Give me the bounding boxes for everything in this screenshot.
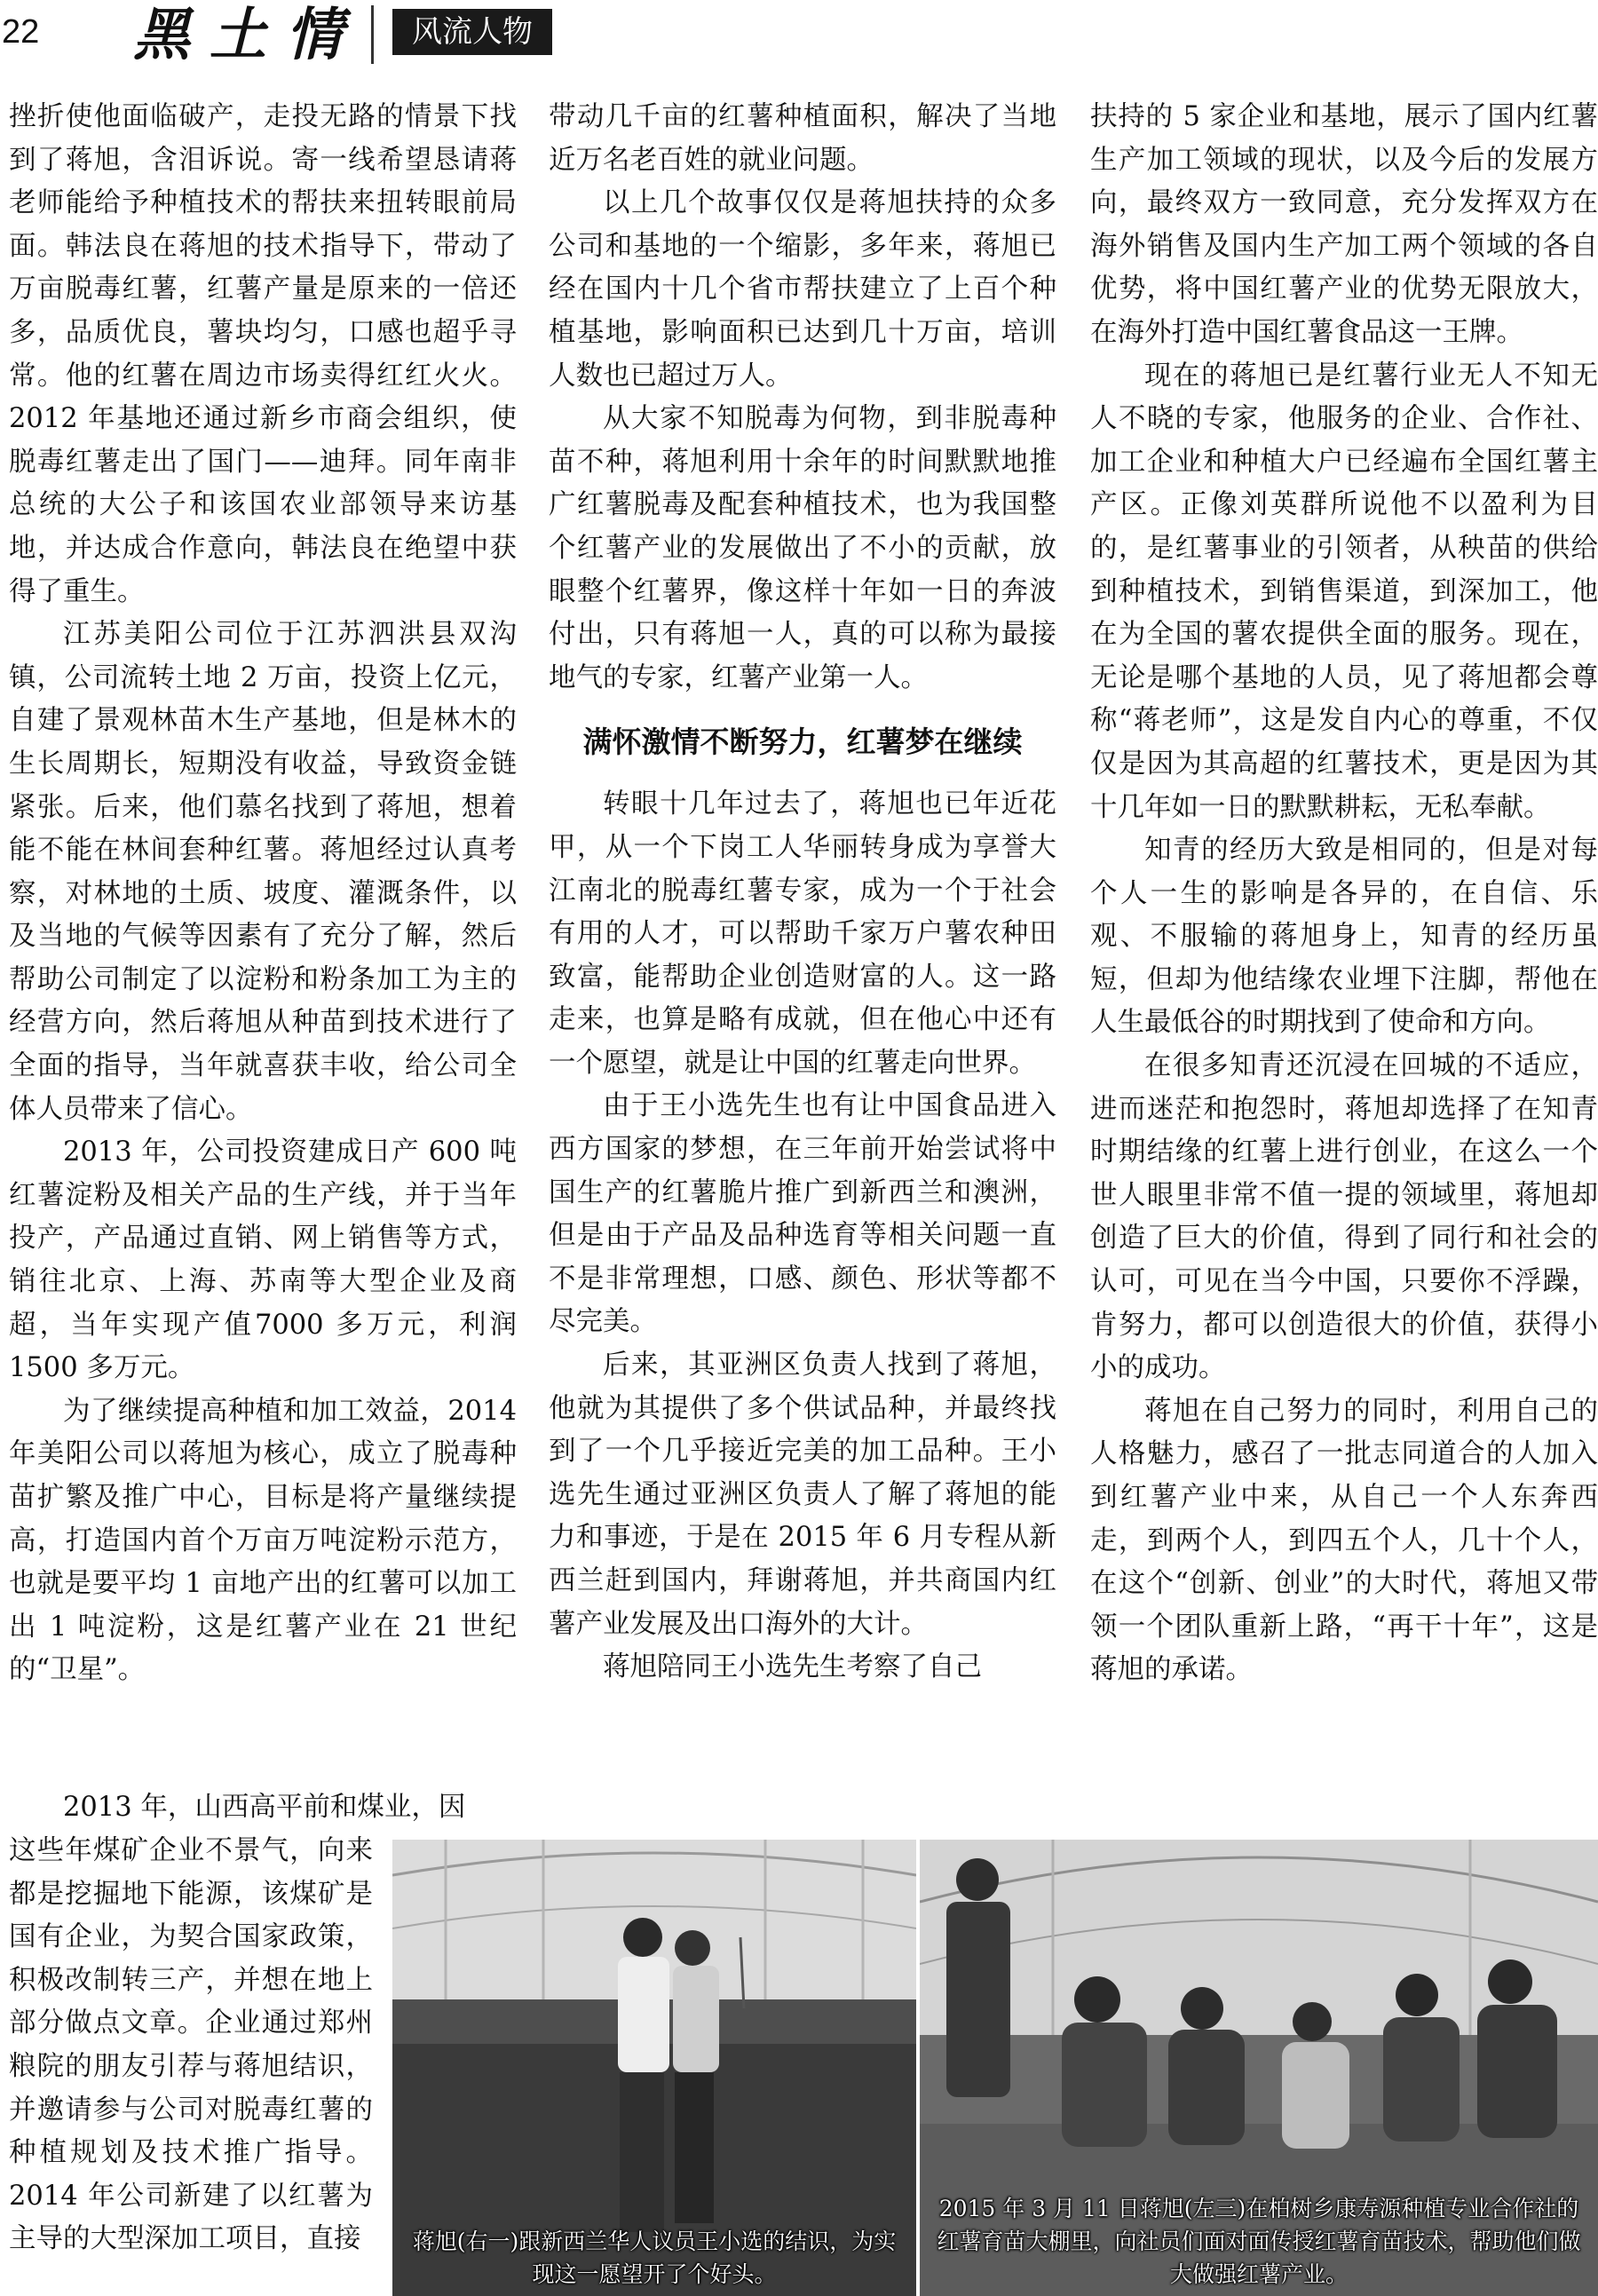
paragraph: 挫折使他面临破产，走投无路的情景下找到了蒋旭，含泪诉说。寄一线希望恳请蒋老师能给予种植技术的帮扶来扭转眼前局面。韩法良在蒋旭的技术指导下，带动了万亩脱毒红薯，红薯产量是原来的一倍还多，品质优良，薯块均匀，口感也超乎寻常。他的红薯在周边市场卖得红红火火。2012 年基地还通过新乡市商会组织，使脱毒红薯走出了国门——迪拜。同年南非总统的大公子和该国农业部领导来访基地，并达成合作意向，韩法良在绝望中获得了重生。 <box>9 101 517 607</box>
paragraph: 2013 年，公司投资建成日产 600 吨红薯淀粉及相关产品的生产线，并于当年投产，产品通过直销、网上销售等方式，销往北京、上海、苏南等大型企业及商超，当年实现产值7000 多万元，利润 1500 多万元。 <box>9 1136 517 1384</box>
section-subheading: 满怀激情不断努力，红薯梦在继续 <box>582 724 1023 760</box>
paragraph: 为了继续提高种植和加工效益，2014 年美阳公司以蒋旭为核心，成立了脱毒种苗扩繁及推广中心，目标是将产量继续提高，打造国内首个万亩万吨淀粉示范方，也就是要平均 1 亩地产出的红薯可以加工出 1 吨淀粉，这是红薯产业在 21 世纪的“卫星”。 <box>9 1395 517 1686</box>
paragraph: 以上几个故事仅仅是蒋旭扶持的众多公司和基地的一个缩影，多年来，蒋旭已经在国内十几个省市帮扶建立了上百个种植基地，影响面积已达到几十万亩，培训人数也已超过万人。 <box>549 187 1056 392</box>
article-column-3 <box>1090 96 1598 1692</box>
paragraph: 扶持的 5 家企业和基地，展示了国内红薯生产加工领域的现状，以及今后的发展方向，最终双方一致同意，充分发挥双方在海外销售及国内生产加工两个领域的各自优势，将中国红薯产业的优势无限放大，在海外打造中国红薯食品这一王牌。 <box>1090 101 1598 348</box>
paragraph: 蒋旭陪同王小选先生考察了自己 <box>603 1651 982 1683</box>
paragraph: 转眼十几年过去了，蒋旭也已年近花甲，从一个下岗工人华丽转身成为享誉大江南北的脱毒红薯专家，成为一个于社会有用的人才，可以帮助千家万户薯农种田致富，能帮助企业创造财富的人。这一路走来，也算是略有成就，但在他心中还有一个愿望，就是让中国的红薯走向世界。 <box>549 788 1056 1079</box>
paragraph: 江苏美阳公司位于江苏泗洪县双沟镇，公司流转土地 2 万亩，投资上亿元，自建了景观林苗木生产基地，但是林木的生长周期长，短期没有收益，导致资金链紧张。后来，他们慕名找到了蒋旭，想着能不能在林间套种红薯。蒋旭经过认真考察，对林地的土质、坡度、灌溉条件，以及当地的气候等因素有了充分了解，然后帮助公司制定了以淀粉和粉条加工为主的经营方向，然后蒋旭从种苗到技术进行了全面的指导，当年就喜获丰收，给公司全体人员带来了信心。 <box>9 619 517 1125</box>
paragraph: 在很多知青还沉浸在回城的不适应，进而迷茫和抱怨时，蒋旭却选择了在知青时期结缘的红薯上进行创业，在这么一个世人眼里非常不值一提的领域里，蒋旭却创造了巨大的价值，得到了同行和社会的认可，可见在当今中国，只要你不浮躁，肯努力，都可以创造很大的价值，获得小小的成功。 <box>1090 1050 1598 1384</box>
paragraph: 从大家不知脱毒为何物，到非脱毒种苗不种，蒋旭利用十余年的时间默默地推广红薯脱毒及配套种植技术，也为我国整个红薯产业的发展做出了不小的贡献，放眼整个红薯界，像这样十年如一日的奔波付出，只有蒋旭一人，真的可以称为最接地气的专家，红薯产业第一人。 <box>549 403 1056 693</box>
greenhouse-photo-right <box>920 1840 1598 2296</box>
paragraph: 蒋旭在自己努力的同时，利用自己的人格魅力，感召了一批志同道合的人加入到红薯产业中来，从自己一个人东奔西走，到两个人，到四五个人，几十个人，在这个“创新、创业”的大时代，蒋旭又带领一个团队重新上路，“再干十年”，这是蒋旭的承诺。 <box>1090 1395 1598 1686</box>
paragraph: 后来，其亚洲区负责人找到了蒋旭，他就为其提供了多个供试品种，并最终找到了一个几乎接近完美的加工品种。王小选先生通过亚洲区负责人了解了蒋旭的能力和事迹，于是在 2015 年 6 月专程从新西兰赶到国内，拜谢蒋旭，并共商国内红薯产业发展及出口海外的大计。 <box>549 1350 1056 1640</box>
paragraph: 带动几千亩的红薯种植面积，解决了当地近万名老百姓的就业问题。 <box>549 101 1056 176</box>
paragraph: 2013 年，山西高平前和煤业，因 <box>63 1792 466 1823</box>
paragraph: 知青的经历大致是相同的，但是对每个人一生的影响是各异的，在自信、乐观、不服输的蒋旭身上，知青的经历虽短，但却为他结缘农业埋下注脚，帮他在人生最低谷的时期找到了使命和方向。 <box>1090 835 1598 1039</box>
article-column-1 <box>9 96 517 1692</box>
article-column-2 <box>549 96 1056 1690</box>
paragraph: 这些年煤矿企业不景气，向来都是挖掘地下能源，该煤矿是国有企业，为契合国家政策，积极改制转三产，并想在地上部分做点文章。企业通过郑州粮院的朋友引荐与蒋旭结识，并邀请参与公司对脱毒红薯的种植规划及技术推广指导。2014 年公司新建了以红薯为主导的大型深加工项目，直接 <box>9 1835 373 2255</box>
header-divider <box>371 5 374 64</box>
photo-caption-right: 2015 年 3 月 11 日蒋旭(左三)在柏树乡康寿源种植专业合作社的红薯育苗大棚里，向社员们面对面传授红薯育苗技术，帮助他们做大做强红薯产业。 <box>937 2196 1581 2287</box>
paragraph: 由于王小选先生也有让中国食品进入西方国家的梦想，在三年前开始尝试将中国生产的红薯脆片推广到新西兰和澳洲，但是由于产品及品种选育等相关问题一直不是非常理想，口感、颜色、形状等都不尽完美。 <box>549 1090 1056 1338</box>
article-column-1-narrow <box>9 1830 373 2261</box>
section-tag: 风流人物 <box>392 9 552 55</box>
paragraph: 现在的蒋旭已是红薯行业无人不知无人不晓的专家，他服务的企业、合作社、加工企业和种植大户已经遍布全国红薯主产区。正像刘英群所说他不以盈利为目的，是红薯事业的引领者，从秧苗的供给到种植技术，到销售渠道，到深加工，他在为全国的薯农提供全面的服务。现在，无论是哪个基地的人员，见了蒋旭都会尊称“蒋老师”，这是发自内心的尊重，不仅仅是因为其高超的红薯技术，更是因为其十几年如一日的默默耕耘，无私奉献。 <box>1090 360 1598 823</box>
photo-caption-left: 蒋旭(右一)跟新西兰华人议员王小选的结识，为实现这一愿望开了个好头。 <box>412 2229 897 2287</box>
page-header <box>0 0 1598 89</box>
article-column-1-bottom-line <box>9 1786 517 1830</box>
greenhouse-photo-left <box>392 1840 916 2296</box>
page-number: 22 <box>2 13 40 51</box>
magazine-title: 黑土情 <box>133 2 362 68</box>
